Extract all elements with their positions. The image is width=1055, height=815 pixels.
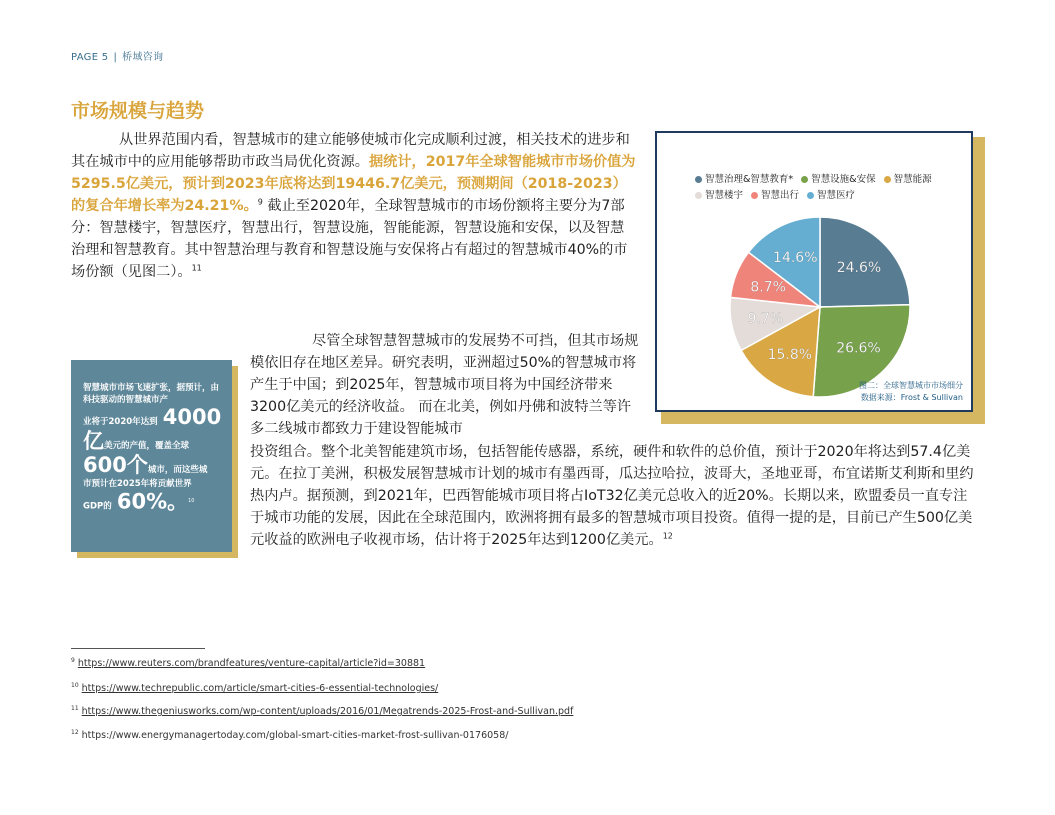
footnote-link[interactable]: https://www.energymanagertoday.com/global-smart-cities-market-frost-sullivan-0176058/ (81, 730, 509, 742)
paragraph-1 (71, 129, 636, 283)
paragraph-2-text: 投资组合。整个北美智能建筑市场，包括智能传感器，系统，硬件和软件的总价值，预计于2020年将达到57.4亿美元。在拉丁美洲，积极发展智慧城市计划的城市有墨西哥，瓜达拉哈拉，波哥大，圣地亚哥，布宜诺斯艾利斯和里约热内卢。据预测，到2021年，巴西智能城市项目将占IoT32亿美元总收入的近20%。长期以来，欧盟委员一直专注于城市功能的发展，因此在全球范围内，欧洲将拥有最多的智慧城市项目投资。值得一提的是，目前已产生500亿美元收益的欧洲电子收视市场，估计将于2025年达到1200亿美元。 (250, 444, 974, 548)
page-header (71, 48, 163, 63)
legend-label: 智慧设施&安保 (811, 174, 876, 185)
paragraph-2-top: 尽管全球智慧智慧城市的发展势不可挡，但其市场规模依旧存在地区差异。研究表明，亚洲超过50%的智慧城市将产生于中国；到2025年，智慧城市项目将为中国经济带来3200亿美元的经济收益。 而在北美，例如丹佛和波特兰等许多二线城市都致力于建设智能城市 (250, 333, 639, 437)
callout-line-5: 市预计在2025年将贡献世界 (83, 479, 192, 489)
legend-label: 智慧出行 (761, 190, 800, 201)
pie-chart-figure (655, 131, 973, 412)
legend-label: 智慧能源 (893, 174, 932, 185)
company-name: 桥域咨询 (122, 52, 164, 63)
page-number: PAGE 5 (71, 52, 109, 63)
pie-data-label: 26.6% (836, 340, 881, 357)
footnote-ref-11[interactable]: 11 (191, 263, 202, 273)
callout-line-2: 业将于2020年达到 4000 (83, 405, 222, 429)
pie-data-label: 9.7% (747, 310, 784, 327)
callout-line-3: 亿美元的产值，覆盖全球 (83, 429, 190, 453)
pie-chart (657, 133, 971, 410)
callout-line-1: 智慧城市市场飞速扩张，据预计，由科技驱动的智慧城市产 (83, 383, 220, 405)
callout-line-6: GDP的 60%。$^{10}$ (83, 489, 195, 514)
paragraph-1-text-b: 截止至2020年，全球智慧城市的市场份额将主要分为7部分：智慧楼宇，智慧医疗，智慧出行，智慧设施，智能能源，智慧设施和安保，以及智慧治理和智慧教育。其中智慧治理与教育和智慧设施与安保将占有超过的智慧城市40%的市场份额（见图二）。 (71, 198, 628, 280)
footnote-ref-9[interactable]: 9 (257, 197, 263, 207)
callout-box (71, 360, 232, 552)
legend-label: 智慧楼宇 (705, 190, 744, 201)
header-separator: | (113, 52, 118, 63)
footnote-11: $^{11}$ https://www.thegeniusworks.com/wp-content/uploads/2016/01/Megatrends-2025-Frost-and-Sullivan.pdf (71, 705, 574, 718)
legend-label: 智慧治理&智慧教育* (705, 174, 794, 185)
paragraph-2-bottom (250, 441, 980, 551)
footnote-link[interactable]: https://www.techrepublic.com/article/smart-cities-6-essential-technologies/ (81, 683, 439, 695)
legend-label: 智慧医疗 (817, 190, 856, 201)
paragraph-1-highlight: 据统计，2017年全球智能城市市场价值为5295.5亿美元，预计到2023年底将达到19446.7亿美元，预测期间（2018-2023）的复合年增长率为24.21%。 (71, 154, 636, 214)
pie-data-label: 8.7% (750, 279, 786, 296)
footnote-9: $^9$ https://www.reuters.com/brandfeatures/venture-capital/article?id=30881 (71, 657, 426, 670)
chart-caption (859, 380, 963, 404)
callout-line-4: 600个城市，而这些城 (83, 453, 208, 477)
footnote-12: $^{12}$ https://www.energymanagertoday.com/global-smart-cities-market-frost-sullivan-0176058/ (71, 729, 509, 742)
footnote-ref-12[interactable]: 12 (662, 531, 673, 541)
footnote-divider (71, 648, 205, 649)
paragraph-1-text-a: 从世界范围内看，智慧城市的建立能够使城市化完成顺利过渡，相关技术的进步和其在城市中的应用能够帮助市政当局优化资源。 (71, 132, 630, 170)
section-title: 市场规模与趋势 (71, 100, 205, 122)
pie-data-label: 15.8% (767, 346, 813, 363)
footnote-10: $^{10}$ https://www.techrepublic.com/article/smart-cities-6-essential-technologies/ (71, 682, 439, 695)
footnote-link[interactable]: https://www.reuters.com/brandfeatures/venture-capital/article?id=30881 (77, 658, 426, 670)
chart-caption-title: 图二：全球智慧城市市场细分 (859, 381, 963, 390)
pie-data-label: 24.6% (836, 260, 882, 277)
chart-caption-source: 数据来源：Frost & Sullivan (860, 393, 963, 402)
pie-data-label: 14.6% (773, 249, 818, 266)
footnote-link[interactable]: https://www.thegeniusworks.com/wp-content/uploads/2016/01/Megatrends-2025-Frost-and-Sullivan.pdf (81, 706, 574, 718)
